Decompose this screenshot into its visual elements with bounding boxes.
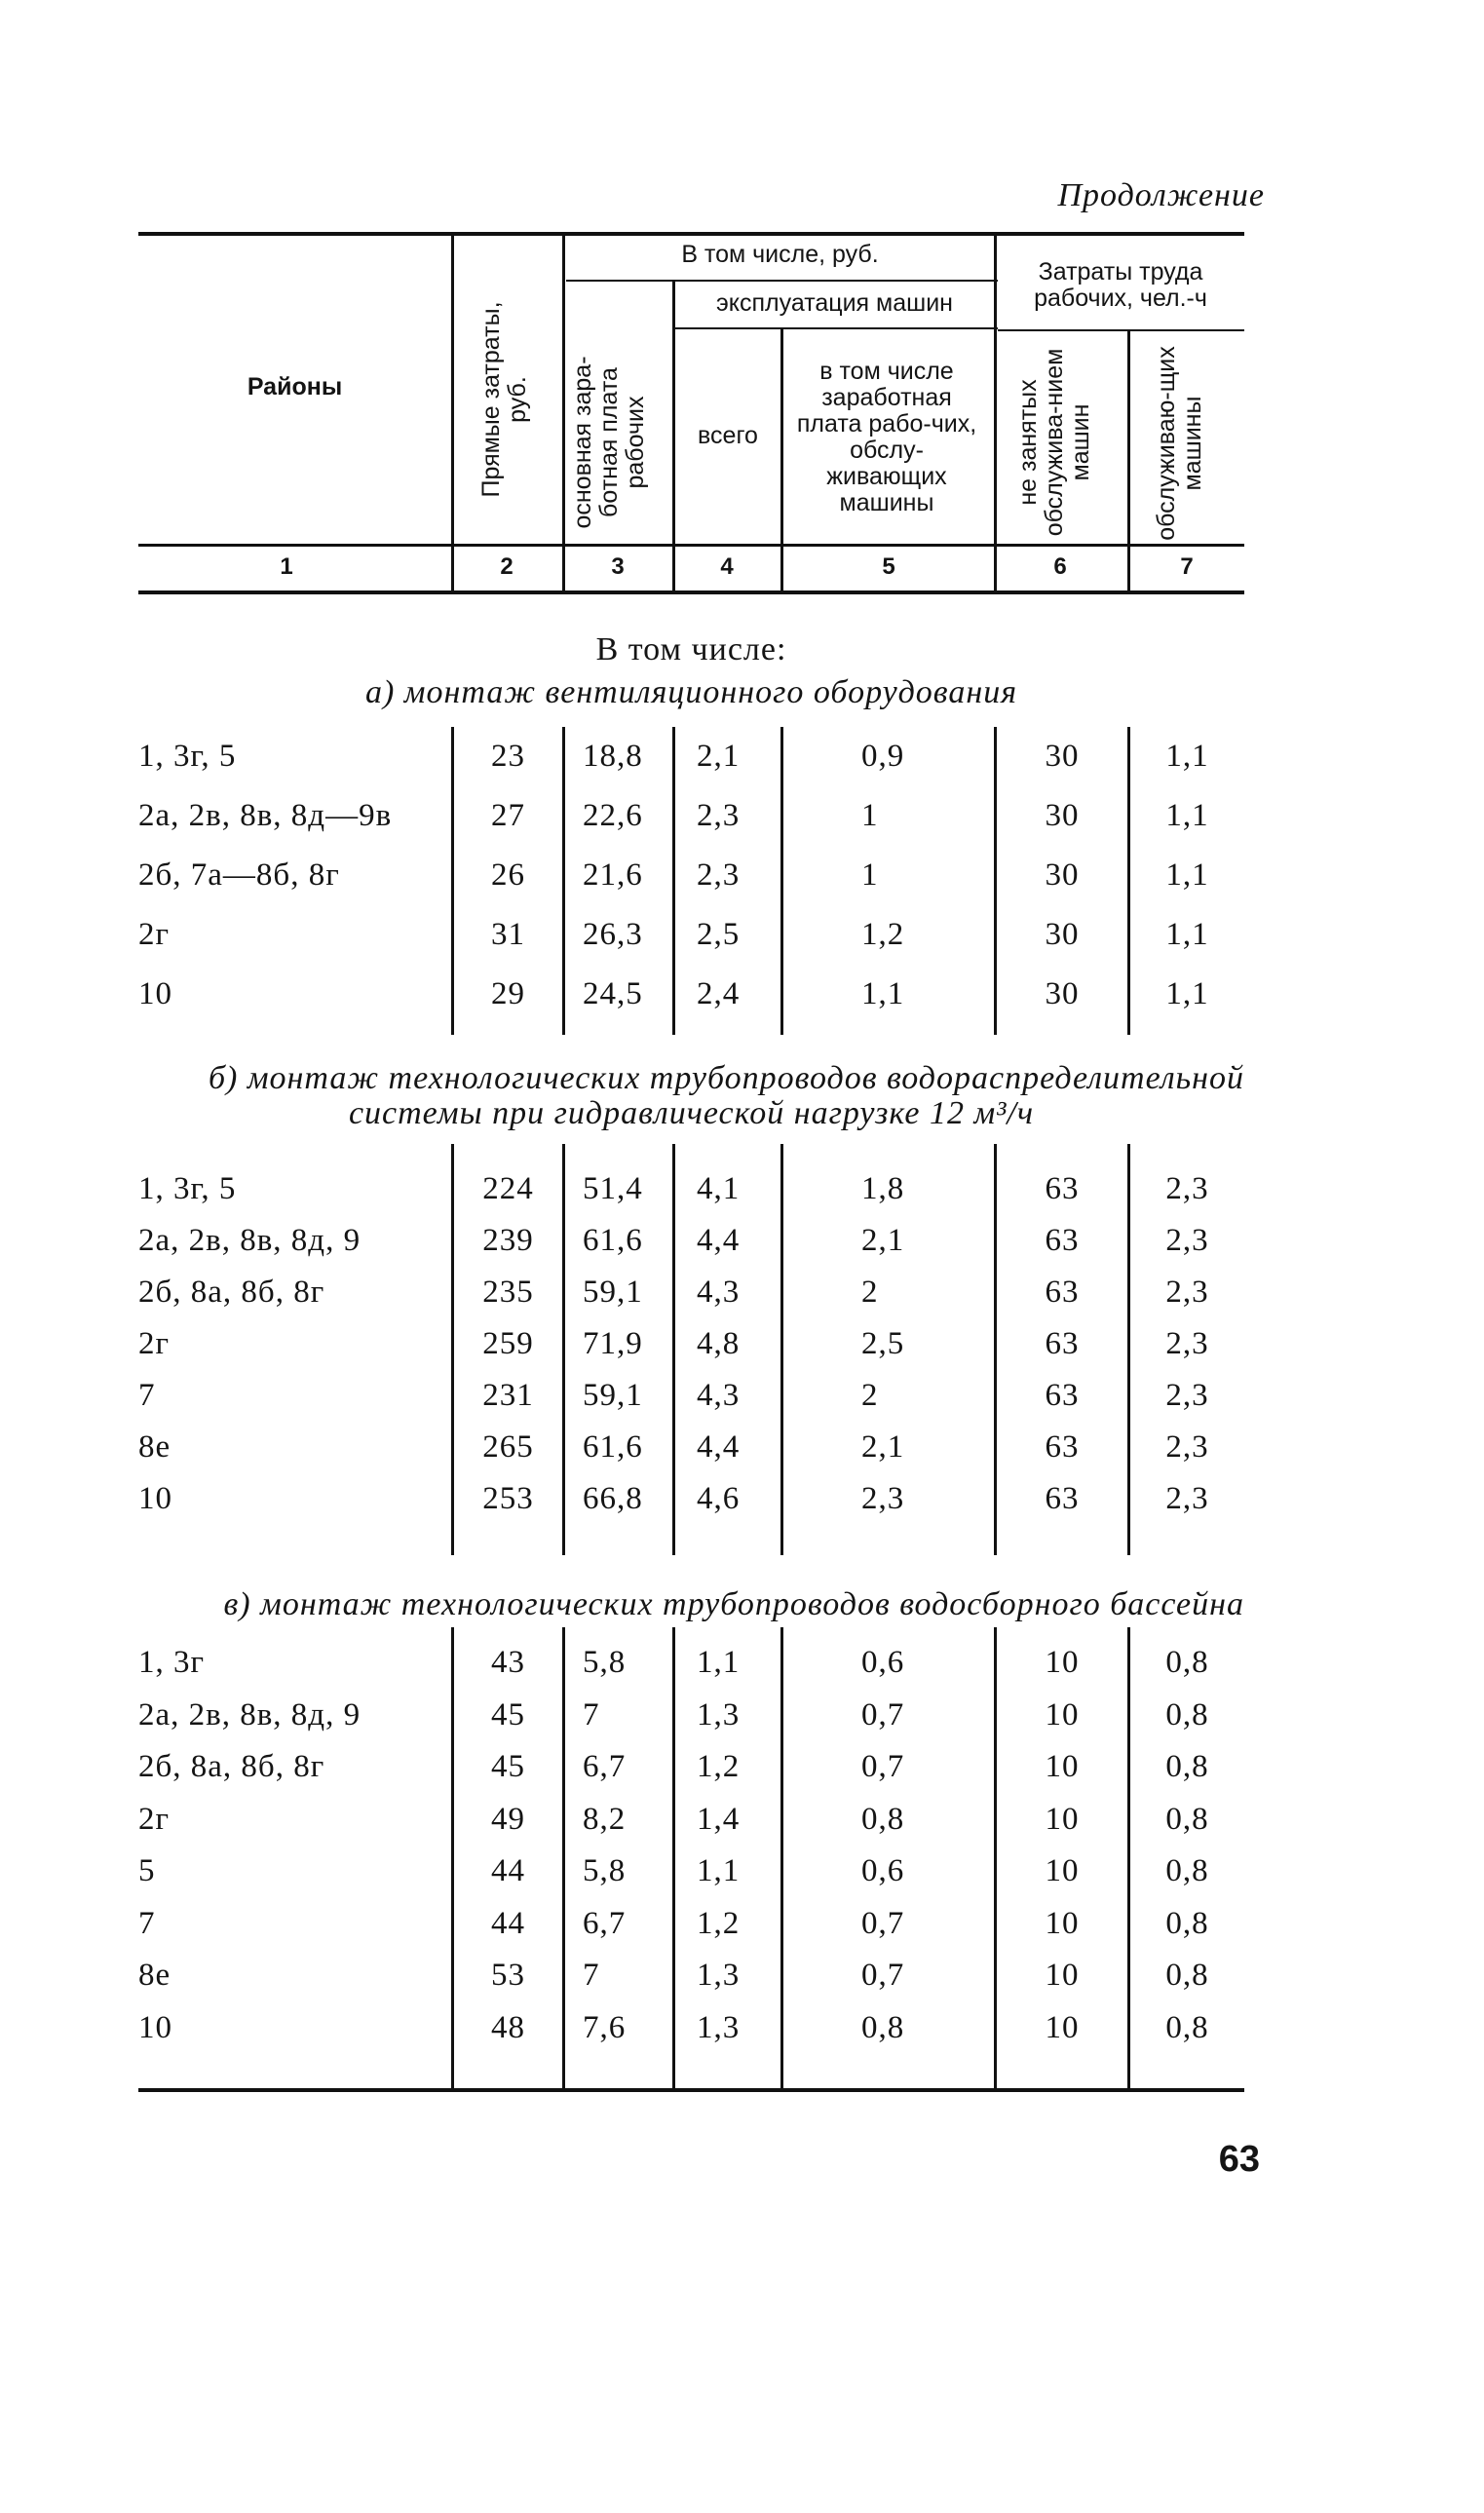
value-cell-c7: 0,8 [1165, 2009, 1209, 2045]
value-cell-c5: 0,7 [861, 1958, 905, 1993]
value-cell-c3: 24,5 [583, 976, 643, 1011]
col-number-7: 7 [1180, 553, 1194, 580]
region-cell: 10 [138, 976, 172, 1011]
value-cell-c2: 31 [491, 917, 525, 952]
value-cell-c6: 63 [1045, 1223, 1080, 1258]
column-divider [780, 727, 783, 1035]
value-cell-c5: 2,3 [861, 1481, 905, 1516]
value-cell-c3: 59,1 [583, 1378, 643, 1413]
value-cell-c4: 1,2 [697, 1905, 741, 1941]
value-cell-c4: 1,3 [697, 1958, 741, 1993]
value-cell-c6: 10 [1045, 1801, 1080, 1837]
col-number-1: 1 [280, 553, 293, 580]
value-cell-c4: 4,1 [697, 1171, 741, 1206]
value-cell-c7: 0,8 [1165, 1853, 1209, 1888]
value-cell-c2: 45 [491, 1696, 525, 1732]
value-cell-c2: 44 [491, 1905, 525, 1941]
table-top-rule [138, 232, 1244, 236]
region-cell: 2а, 2в, 8в, 8д, 9 [138, 1223, 361, 1258]
region-cell: 2а, 2в, 8в, 8д, 9 [138, 1696, 361, 1732]
value-cell-c3: 61,6 [583, 1429, 643, 1465]
region-cell: 2б, 7а—8б, 8г [138, 857, 340, 893]
header-vline-1 [451, 236, 454, 590]
header-vline-6 [1127, 331, 1130, 590]
col-number-5: 5 [882, 553, 895, 580]
value-cell-c7: 2,3 [1165, 1171, 1209, 1206]
region-cell: 2г [138, 1801, 171, 1837]
value-cell-c2: 45 [491, 1749, 525, 1784]
value-cell-c6: 63 [1045, 1171, 1080, 1206]
value-cell-c6: 10 [1045, 1696, 1080, 1732]
value-cell-c3: 71,9 [583, 1326, 643, 1361]
column-divider [780, 1627, 783, 2088]
value-cell-c7: 2,3 [1165, 1326, 1209, 1361]
value-cell-c2: 259 [482, 1326, 534, 1361]
value-cell-c3: 61,6 [583, 1223, 643, 1258]
value-cell-c4: 4,8 [697, 1326, 741, 1361]
value-cell-c4: 1,2 [697, 1749, 741, 1784]
value-cell-c2: 44 [491, 1853, 525, 1888]
section-c-title: в) монтаж технологических трубопроводов водосборного бассейна [223, 1586, 1244, 1622]
value-cell-c5: 0,8 [861, 1801, 905, 1837]
column-divider [562, 1627, 565, 2088]
colnum-bottom-rule [138, 590, 1244, 594]
value-cell-c2: 27 [491, 798, 525, 833]
value-cell-c6: 10 [1045, 1853, 1080, 1888]
machine-rule [675, 327, 998, 329]
including-title: В том числе: [595, 631, 787, 667]
value-cell-c3: 51,4 [583, 1171, 643, 1206]
value-cell-c4: 2,4 [697, 976, 741, 1011]
value-cell-c7: 1,1 [1165, 917, 1209, 952]
header-base-wage: основная зара-ботная плата рабочих [569, 356, 649, 529]
value-cell-c6: 10 [1045, 1905, 1080, 1941]
header-labor-costs: Затраты труда рабочих, чел.-ч [1034, 258, 1207, 312]
value-cell-c7: 0,8 [1165, 1905, 1209, 1941]
value-cell-c7: 2,3 [1165, 1481, 1209, 1516]
value-cell-c6: 63 [1045, 1275, 1080, 1310]
value-cell-c5: 0,6 [861, 1645, 905, 1680]
value-cell-c3: 6,7 [583, 1905, 627, 1941]
value-cell-c3: 18,8 [583, 739, 643, 774]
value-cell-c5: 1,2 [861, 917, 905, 952]
value-cell-c4: 1,1 [697, 1853, 741, 1888]
region-cell: 1, 3г [138, 1645, 206, 1680]
value-cell-c4: 1,4 [697, 1801, 741, 1837]
value-cell-c6: 10 [1045, 1958, 1080, 1993]
value-cell-c5: 2,1 [861, 1223, 905, 1258]
region-cell: 1, 3г, 5 [138, 1171, 237, 1206]
value-cell-c4: 2,3 [697, 798, 741, 833]
value-cell-c4: 4,3 [697, 1378, 741, 1413]
column-divider [562, 1144, 565, 1555]
value-cell-c4: 4,3 [697, 1275, 741, 1310]
header-including-rub: В том числе, руб. [681, 241, 879, 268]
value-cell-c3: 8,2 [583, 1801, 627, 1837]
value-cell-c2: 235 [482, 1275, 534, 1310]
region-cell: 2б, 8а, 8б, 8г [138, 1749, 325, 1784]
value-cell-c5: 0,8 [861, 2009, 905, 2045]
value-cell-c3: 7 [583, 1958, 600, 1993]
value-cell-c7: 1,1 [1165, 798, 1209, 833]
col-number-2: 2 [500, 553, 514, 580]
col-number-6: 6 [1053, 553, 1067, 580]
value-cell-c5: 1 [861, 798, 879, 833]
value-cell-c7: 0,8 [1165, 1696, 1209, 1732]
column-divider [672, 727, 675, 1035]
region-cell: 10 [138, 2009, 172, 2045]
value-cell-c4: 4,4 [697, 1429, 741, 1465]
value-cell-c2: 49 [491, 1801, 525, 1837]
value-cell-c3: 21,6 [583, 857, 643, 893]
region-cell: 5 [138, 1853, 156, 1888]
region-cell: 8е [138, 1429, 171, 1465]
value-cell-c7: 2,3 [1165, 1378, 1209, 1413]
region-cell: 8е [138, 1958, 171, 1993]
value-cell-c6: 30 [1045, 976, 1080, 1011]
value-cell-c4: 2,1 [697, 739, 741, 774]
value-cell-c5: 2,1 [861, 1429, 905, 1465]
value-cell-c7: 1,1 [1165, 857, 1209, 893]
value-cell-c5: 0,7 [861, 1749, 905, 1784]
value-cell-c3: 6,7 [583, 1749, 627, 1784]
value-cell-c3: 7,6 [583, 2009, 627, 2045]
value-cell-c4: 2,3 [697, 857, 741, 893]
region-cell: 7 [138, 1378, 156, 1413]
including-rule [566, 280, 998, 282]
value-cell-c3: 66,8 [583, 1481, 643, 1516]
value-cell-c3: 26,3 [583, 917, 643, 952]
column-divider [780, 1144, 783, 1555]
value-cell-c7: 1,1 [1165, 739, 1209, 774]
value-cell-c5: 1,1 [861, 976, 905, 1011]
value-cell-c6: 63 [1045, 1378, 1080, 1413]
region-cell: 1, 3г, 5 [138, 739, 237, 774]
value-cell-c7: 2,3 [1165, 1275, 1209, 1310]
value-cell-c4: 4,6 [697, 1481, 741, 1516]
value-cell-c4: 1,1 [697, 1645, 741, 1680]
col-number-3: 3 [611, 553, 625, 580]
value-cell-c2: 48 [491, 2009, 525, 2045]
value-cell-c5: 2 [861, 1275, 879, 1310]
value-cell-c2: 224 [482, 1171, 534, 1206]
header-vline-2 [562, 236, 565, 590]
value-cell-c6: 30 [1045, 739, 1080, 774]
value-cell-c5: 2,5 [861, 1326, 905, 1361]
labor-rule [998, 329, 1244, 331]
value-cell-c2: 231 [482, 1378, 534, 1413]
value-cell-c2: 53 [491, 1958, 525, 1993]
value-cell-c4: 2,5 [697, 917, 741, 952]
header-vline-5 [994, 236, 997, 590]
header-regions: Районы [247, 373, 343, 400]
value-cell-c7: 0,8 [1165, 1958, 1209, 1993]
section-b-title-line2: системы при гидравлической нагрузке 12 м³/ч [348, 1095, 1035, 1131]
value-cell-c5: 0,7 [861, 1696, 905, 1732]
value-cell-c7: 0,8 [1165, 1645, 1209, 1680]
value-cell-c3: 22,6 [583, 798, 643, 833]
section-a-title: а) монтаж вентиляционного оборудования [364, 674, 1018, 710]
value-cell-c2: 239 [482, 1223, 534, 1258]
value-cell-c4: 1,3 [697, 2009, 741, 2045]
column-divider [562, 727, 565, 1035]
value-cell-c3: 5,8 [583, 1853, 627, 1888]
value-cell-c6: 30 [1045, 798, 1080, 833]
header-incl-wage: в том числе заработная плата рабо-чих, обслу-живающих машины [796, 358, 977, 516]
region-cell: 2г [138, 917, 171, 952]
value-cell-c6: 63 [1045, 1481, 1080, 1516]
value-cell-c4: 4,4 [697, 1223, 741, 1258]
page-number: 63 [1218, 2139, 1260, 2180]
value-cell-c6: 30 [1045, 857, 1080, 893]
value-cell-c5: 1,8 [861, 1171, 905, 1206]
value-cell-c5: 0,9 [861, 739, 905, 774]
region-cell: 2а, 2в, 8в, 8д—9в [138, 798, 393, 833]
header-not-servicing: не занятых обслужива-нием машин [1014, 348, 1094, 537]
value-cell-c3: 5,8 [583, 1645, 627, 1680]
value-cell-c7: 0,8 [1165, 1749, 1209, 1784]
region-cell: 2б, 8а, 8б, 8г [138, 1275, 325, 1310]
value-cell-c2: 43 [491, 1645, 525, 1680]
value-cell-c5: 1 [861, 857, 879, 893]
value-cell-c5: 0,6 [861, 1853, 905, 1888]
table-bottom-rule [138, 2088, 1244, 2092]
value-cell-c2: 253 [482, 1481, 534, 1516]
value-cell-c6: 63 [1045, 1429, 1080, 1465]
continuation-label: Продолжение [1057, 177, 1265, 213]
column-divider [672, 1144, 675, 1555]
header-vline-4 [780, 329, 783, 590]
value-cell-c3: 59,1 [583, 1275, 643, 1310]
header-machine-operation: эксплуатация машин [716, 289, 953, 317]
region-cell: 10 [138, 1481, 172, 1516]
value-cell-c6: 10 [1045, 1749, 1080, 1784]
value-cell-c5: 0,7 [861, 1905, 905, 1941]
value-cell-c3: 7 [583, 1696, 600, 1732]
value-cell-c5: 2 [861, 1378, 879, 1413]
value-cell-c2: 23 [491, 739, 525, 774]
value-cell-c7: 0,8 [1165, 1801, 1209, 1837]
col-number-4: 4 [720, 553, 734, 580]
section-b-title-line1: б) монтаж технологических трубопроводов водораспределительной [208, 1060, 1244, 1096]
value-cell-c6: 30 [1045, 917, 1080, 952]
value-cell-c2: 265 [482, 1429, 534, 1465]
value-cell-c4: 1,3 [697, 1696, 741, 1732]
header-total: всего [698, 422, 758, 449]
value-cell-c7: 2,3 [1165, 1223, 1209, 1258]
value-cell-c6: 10 [1045, 1645, 1080, 1680]
value-cell-c2: 26 [491, 857, 525, 893]
column-divider [672, 1627, 675, 2088]
region-cell: 2г [138, 1326, 171, 1361]
header-direct-costs: Прямые затраты, руб. [477, 301, 531, 498]
value-cell-c2: 29 [491, 976, 525, 1011]
region-cell: 7 [138, 1905, 156, 1941]
value-cell-c7: 2,3 [1165, 1429, 1209, 1465]
value-cell-c6: 10 [1045, 2009, 1080, 2045]
value-cell-c7: 1,1 [1165, 976, 1209, 1011]
value-cell-c6: 63 [1045, 1326, 1080, 1361]
header-servicing: обслуживаю-щих машины [1153, 346, 1206, 541]
